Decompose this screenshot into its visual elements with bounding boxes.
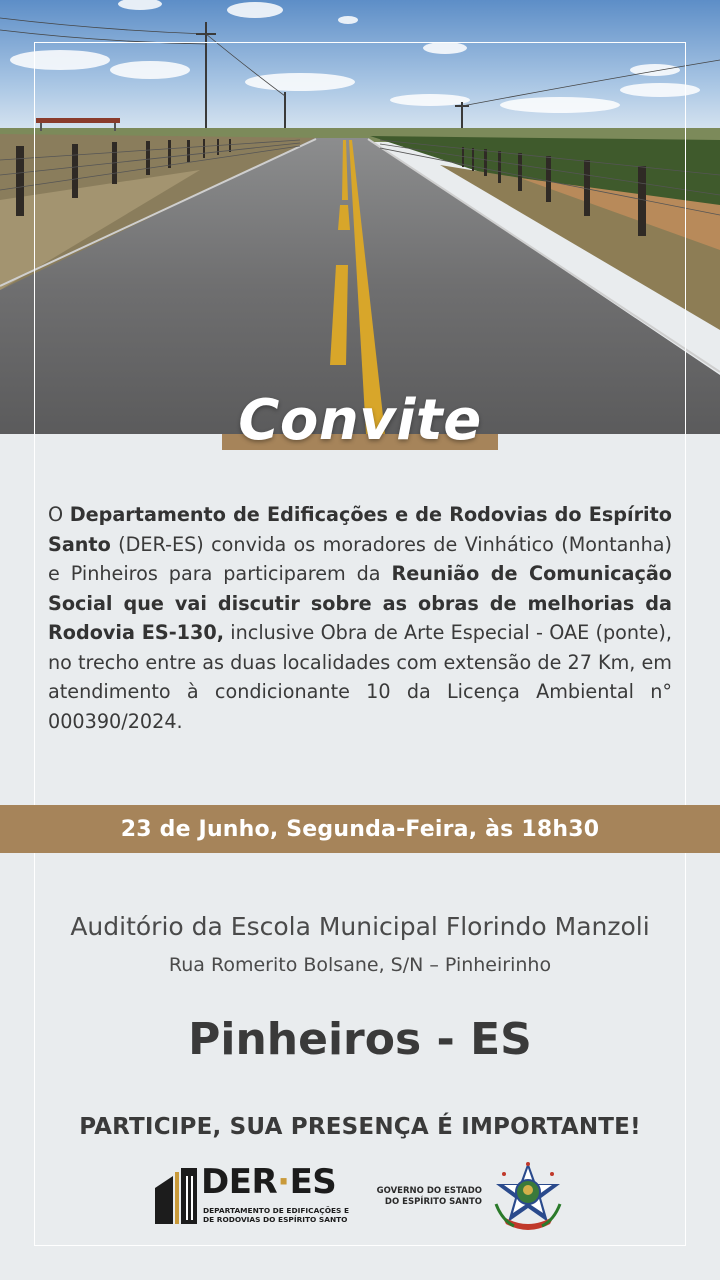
der-subtitle: DEPARTAMENTO DE EDIFICAÇÕES E DE RODOVIAS DO ESPÍRITO SANTO [203, 1206, 350, 1224]
der-building-icon [155, 1168, 201, 1224]
event-address: Rua Romerito Bolsane, S/N – Pinheirinho [168, 954, 552, 976]
state-seal-icon [492, 1160, 564, 1234]
event-venue: Auditório da Escola Municipal Florindo Manzoli [70, 912, 650, 941]
der-name: DER·ES [201, 1162, 337, 1202]
body-suffix: inclusive Obra de Arte Especial - OAE (ponte), no trecho entre as duas localidades com extensão de 27 Km, em atendimento à condicionante 10 da Licença Ambiental n° 000390/2024. [48, 621, 672, 733]
der-es-logo [155, 1162, 350, 1228]
body-prefix: O [48, 503, 70, 526]
date-band [0, 805, 720, 853]
org-name: Departamento de Edificações e de Rodovias do Espírito Santo [48, 503, 672, 556]
event-city: Pinheiros - ES [188, 1014, 532, 1065]
call-to-action: PARTICIPE, SUA PRESENÇA É IMPORTANTE! [79, 1114, 641, 1140]
road-photo [0, 0, 720, 434]
government-label: GOVERNO DO ESTADO DO ESPÍRITO SANTO [376, 1186, 482, 1207]
title-block [222, 386, 498, 452]
page-title: Convite [238, 388, 482, 453]
invitation-paragraph [48, 500, 672, 736]
event-date: 23 de Junho, Segunda-Feira, às 18h30 [120, 816, 600, 842]
body-mid: (DER-ES) convida os moradores de Vinhático (Montanha) e Pinheiros para participarem da [48, 532, 672, 585]
meeting-title: Reunião de Comunicação Social que vai discutir sobre as obras de melhorias da Rodovia ES-130, [48, 562, 672, 644]
